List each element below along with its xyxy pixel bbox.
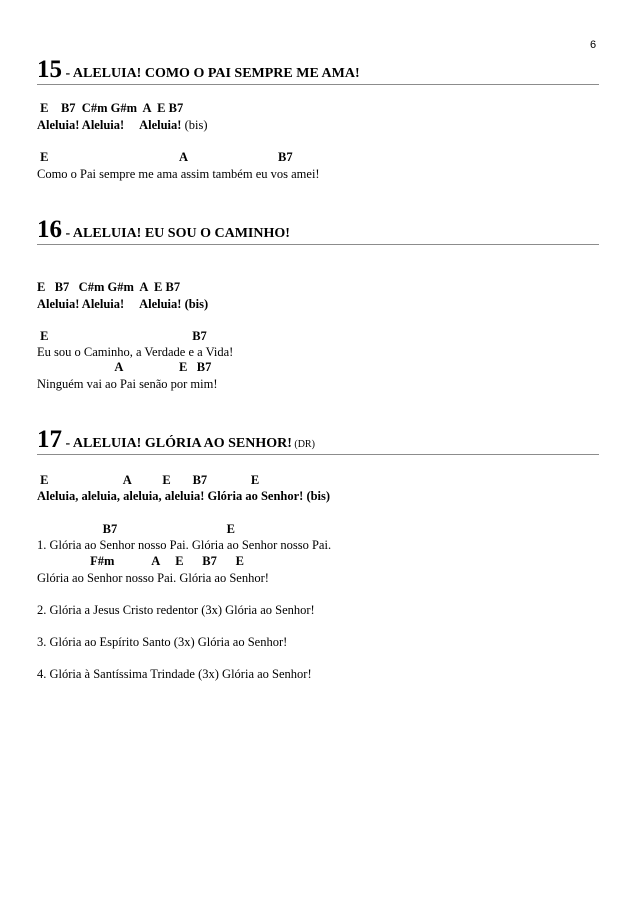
chord-line: E A E B7 E — [37, 473, 260, 487]
song-heading — [37, 216, 599, 245]
lyric-line: Eu sou o Caminho, a Verdade e a Vida! — [37, 345, 234, 359]
song-number: 15 — [37, 56, 62, 83]
lyric-line: 2. Glória a Jesus Cristo redentor (3x) Glória ao Senhor! — [37, 603, 315, 617]
chord-line: E B7 — [37, 329, 207, 343]
lyric-line: Como o Pai sempre me ama assim também eu vos amei! — [37, 167, 320, 181]
chord-line: E B7 C#m G#m A E B7 — [37, 280, 181, 294]
page-number: 6 — [590, 39, 597, 51]
lyric-line — [37, 118, 208, 133]
lyric-line: 4. Glória à Santíssima Trindade (3x) Glória ao Senhor! — [37, 667, 312, 681]
lyric-text: (bis) — [181, 118, 208, 132]
song-title: - ALELUIA! COMO O PAI SEMPRE ME AMA! — [62, 66, 360, 81]
song-number: 17 — [37, 426, 62, 453]
chord-line: A E B7 — [37, 360, 212, 374]
song-heading — [37, 426, 599, 455]
lyric-line: Ninguém vai ao Pai senão por mim! — [37, 377, 218, 391]
song-title: - ALELUIA! GLÓRIA AO SENHOR! — [62, 436, 292, 451]
lyric-bold-text: Aleluia! Aleluia! Aleluia! — [37, 118, 182, 132]
lyric-line: Glória ao Senhor nosso Pai. Glória ao Senhor! — [37, 571, 269, 585]
song-heading — [37, 56, 599, 85]
lyric-line: 3. Glória ao Espírito Santo (3x) Glória ao Senhor! — [37, 635, 288, 649]
chord-line: E B7 C#m G#m A E B7 — [37, 101, 184, 115]
chord-line: F#m A E B7 E — [37, 554, 244, 568]
chord-line: B7 E — [37, 522, 235, 536]
lyric-line: Aleluia, aleluia, aleluia, aleluia! Glória ao Senhor! (bis) — [37, 489, 331, 503]
song-number: 16 — [37, 216, 62, 243]
lyric-line: Aleluia! Aleluia! Aleluia! (bis) — [37, 297, 209, 311]
song-title: - ALELUIA! EU SOU O CAMINHO! — [62, 226, 290, 241]
song-tag: (DR) — [291, 439, 315, 450]
lyric-line: 1. Glória ao Senhor nosso Pai. Glória ao Senhor nosso Pai. — [37, 538, 332, 552]
chord-line: E A B7 — [37, 150, 293, 164]
